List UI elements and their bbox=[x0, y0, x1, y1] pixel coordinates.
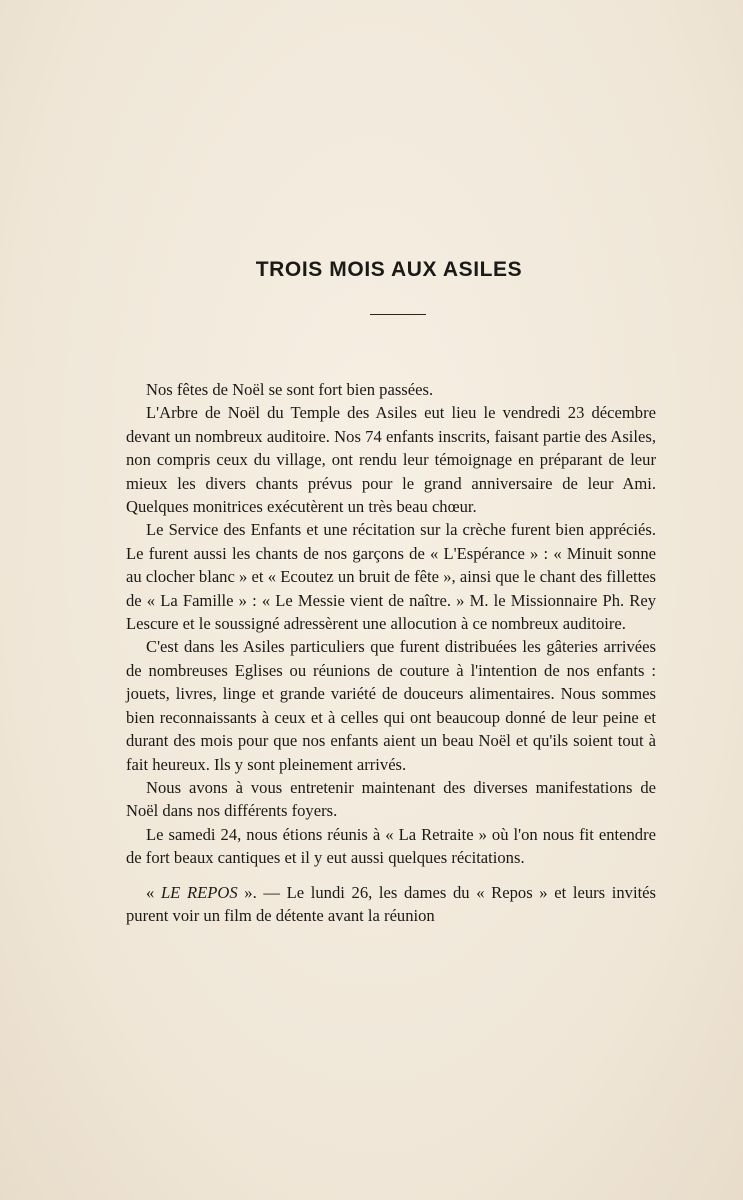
paragraph: Nos fêtes de Noël se sont fort bien passées. bbox=[146, 380, 434, 399]
title-divider bbox=[370, 314, 426, 315]
repos-text: ». — Le lundi 26, les dames du « Repos » et leurs invités purent voir un film de détente avant la réunion bbox=[126, 882, 657, 925]
article-body bbox=[126, 378, 656, 927]
paragraph: Le samedi 24, nous étions réunis à « La Retraite » où l'on nous fit entendre de fort beaux cantiques et il y eut aussi quelques récitations. bbox=[126, 824, 656, 868]
paragraph: Nous avons à vous entretenir maintenant des diverses manifestations de Noël dans nos différents foyers. bbox=[126, 777, 656, 821]
paragraph: Le Service des Enfants et une récitation sur la crèche furent bien appréciés. Le furent aussi les chants de nos garçons de « L'Espérance » : « Minuit sonne au clocher blanc » et « Ecoutez un bruit de fête », ainsi que le chant des fillettes de « La Famille » : « Le Messie vient de naître. » M. le Missionnaire Ph. Rey Lescure et le soussigné adressèrent une allocution à ce nombreux auditoire. bbox=[126, 520, 656, 634]
repos-paragraph bbox=[126, 881, 656, 928]
page-title: TROIS MOIS AUX ASILES bbox=[255, 258, 523, 281]
paragraph: C'est dans les Asiles particuliers que furent distribuées les gâteries arrivées de nombreuses Eglises ou réunions de couture à l'intention de nos enfants : jouets, livres, linge et grande variété de douceurs alimentaires. Nous sommes bien reconnaissants à ceux et à celles qui ont beaucoup donné de leur peine et durant des mois pour que nos enfants aient un beau Noël et qu'ils soient tout à fait heureux. Ils y sont pleinement arrivés. bbox=[126, 637, 656, 774]
paragraph: L'Arbre de Noël du Temple des Asiles eut lieu le vendredi 23 décembre devant un nombreux auditoire. Nos 74 enfants inscrits, faisant partie des Asiles, non compris ceux du village, ont rendu leur témoignage en préparant de leur mieux les divers chants prévus pour le grand anniversaire de leur Ami. Quelques monitrices exécutèrent un très beau chœur. bbox=[126, 403, 656, 517]
paragraph-gap bbox=[126, 870, 656, 881]
repos-section-label: LE REPOS bbox=[160, 882, 238, 902]
repos-open-quote: « bbox=[146, 882, 161, 902]
